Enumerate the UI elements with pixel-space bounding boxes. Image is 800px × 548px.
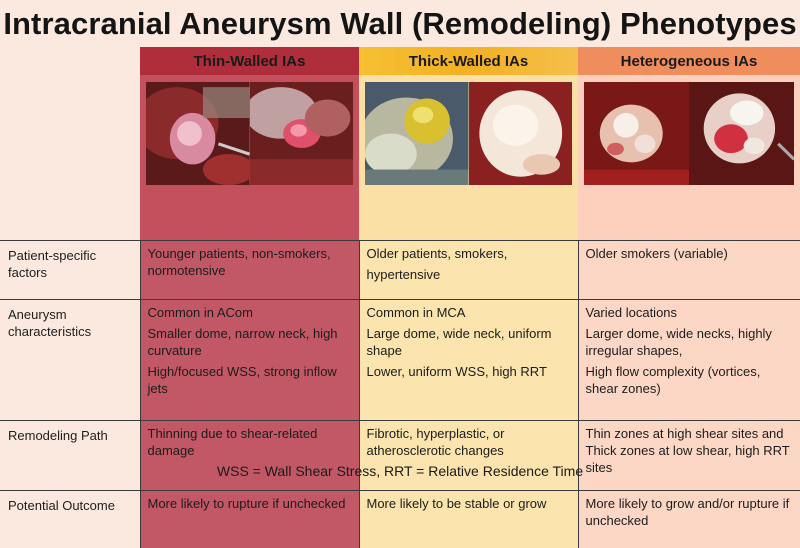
cell-text: High/focused WSS, strong inflow jets: [148, 363, 352, 397]
cell-text: Fibrotic, hyperplastic, or atherosclerotic changes: [367, 425, 571, 459]
cell-text: hypertensive: [367, 266, 571, 283]
cell-text: Smaller dome, narrow neck, high curvature: [148, 325, 352, 359]
surgical-photo-hetero-2: [689, 82, 794, 185]
cell-text: More likely to grow and/or rupture if unchecked: [586, 495, 793, 529]
header-thin-walled: Thin-Walled IAs: [140, 47, 359, 75]
corner-cell: [0, 47, 140, 75]
surgical-photo-thick-2: [469, 82, 573, 185]
photos-thin-walled: [140, 75, 359, 241]
cell-text: Common in MCA: [367, 304, 571, 321]
cell-thin-outcome: [140, 491, 359, 548]
cell-text: Common in ACom: [148, 304, 352, 321]
row-label-potential-outcome: Potential Outcome: [0, 491, 140, 548]
cell-text: More likely to be stable or grow: [367, 495, 571, 512]
cell-text: Thin zones at high shear sites and Thick zones at low shear, high RRT sites: [586, 425, 793, 476]
cell-thin-characteristics: [140, 300, 359, 421]
cell-text: Younger patients, non-smokers, normotensive: [148, 245, 352, 279]
surgical-photo-thick-1: [365, 82, 469, 185]
cell-text: Varied locations: [586, 304, 793, 321]
header-thick-walled: Thick-Walled IAs: [359, 47, 578, 75]
cell-hetero-remodeling: [578, 421, 800, 491]
cell-text: Lower, uniform WSS, high RRT: [367, 363, 571, 380]
page-title: Intracranial Aneurysm Wall (Remodeling) Phenotypes: [0, 6, 800, 42]
surgical-photo-hetero-1: [584, 82, 689, 185]
cell-hetero-outcome: [578, 491, 800, 548]
cell-thick-patient-factors: [359, 241, 578, 300]
cell-hetero-characteristics: [578, 300, 800, 421]
cell-text: Thinning due to shear-related damage: [148, 425, 352, 459]
cell-thick-characteristics: [359, 300, 578, 421]
cell-text: Older smokers (variable): [586, 245, 793, 262]
row-label-patient-factors: Patient-specific factors: [0, 241, 140, 300]
photos-heterogeneous: [578, 75, 800, 241]
cell-hetero-patient-factors: [578, 241, 800, 300]
row-label-remodeling-path: Remodeling Path: [0, 421, 140, 491]
cell-text: High flow complexity (vortices, shear zones): [586, 363, 793, 397]
cell-text: Large dome, wide neck, uniform shape: [367, 325, 571, 359]
cell-thick-remodeling: [359, 421, 578, 491]
cell-thin-remodeling: [140, 421, 359, 491]
cell-text: More likely to rupture if unchecked: [148, 495, 352, 512]
cell-text: Older patients, smokers,: [367, 245, 571, 262]
abbreviation-footnote: WSS = Wall Shear Stress, RRT = Relative Residence Time: [0, 463, 800, 479]
photos-thick-walled: [359, 75, 578, 241]
row-label-aneurysm-characteristics: Aneurysm characteristics: [0, 300, 140, 421]
surgical-photo-thin-2: [250, 82, 354, 185]
cell-text: Larger dome, wide necks, highly irregular shapes,: [586, 325, 793, 359]
cell-thin-patient-factors: [140, 241, 359, 300]
header-heterogeneous: Heterogeneous IAs: [578, 47, 800, 75]
corner-photo-cell: [0, 75, 140, 241]
cell-thick-outcome: [359, 491, 578, 548]
surgical-photo-thin-1: [146, 82, 250, 185]
